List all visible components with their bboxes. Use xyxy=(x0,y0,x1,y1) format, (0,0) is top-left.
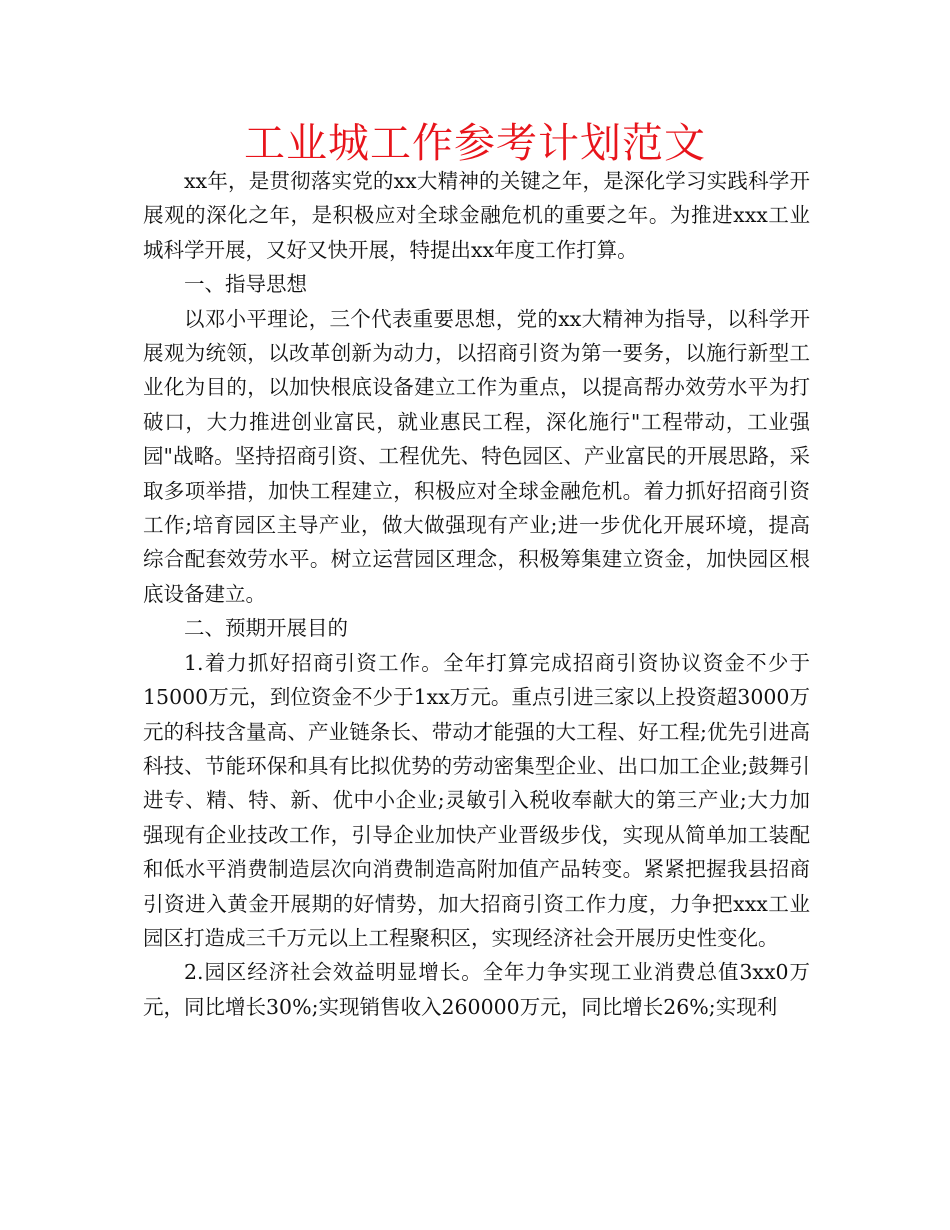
section-heading-expected-goals: 二、预期开展目的 xyxy=(184,616,348,641)
paragraph-guiding-thought: 以邓小平理论，三个代表重要思想，党的xx大精神为指导，以科学开展观为统领，以改革创新为动力，以招商引资为第一要务，以施行新型工业化为目的，以加快根底设备建立工作为重点，以提高帮办效劳水平为打破口，大力推进创业富民，就业惠民工程，深化施行"工程带动，工业强园"战略。坚持招商引资、工程优先、特色园区、产业富民的开展思路，采取多项举措，加快工程建立，积极应对全球金融危机。着力抓好招商引资工作;培育园区主导产业，做大做强现有产业;进一步优化开展环境，提高综合配套效劳水平。树立运营园区理念，积极筹集建立资金，加快园区根底设备建立。 xyxy=(143,306,810,606)
paragraph-intro: xx年，是贯彻落实党的xx大精神的关键之年，是深化学习实践科学开展观的深化之年，是积极应对全球金融危机的重要之年。为推进xxx工业城科学开展，又好又快开展，特提出xx年度工作打算。 xyxy=(143,169,810,262)
document-title: 工业城工作参考计划范文 xyxy=(244,119,706,167)
section-heading-guiding-thought: 一、指导思想 xyxy=(184,272,307,297)
paragraph-goal-1: 1.着力抓好招商引资工作。全年打算完成招商引资协议资金不少于15000万元，到位资金不少于1xx万元。重点引进三家以上投资超3000万元的科技含量高、产业链条长、带动才能强的大工程、好工程;优先引进高科技、节能环保和具有比拟优势的劳动密集型企业、出口加工企业;鼓舞引进专、精、特、新、优中小企业;灵敏引入税收奉献大的第三产业;大力加强现有企业技改工作，引导企业加快产业晋级步伐，实现从简单加工装配和低水平消费制造层次向消费制造高附加值产品转变。紧紧把握我县招商引资进入黄金开展期的好情势，加大招商引资工作力度，力争把xxx工业园区打造成三千万元以上工程聚积区，实现经济社会开展历史性变化。 xyxy=(143,650,810,950)
document-body xyxy=(143,164,810,1024)
paragraph-goal-2: 2.园区经济社会效益明显增长。全年力争实现工业消费总值3xx0万元，同比增长30%;实现销售收入260000万元，同比增长26%;实现利 xyxy=(143,960,810,1019)
